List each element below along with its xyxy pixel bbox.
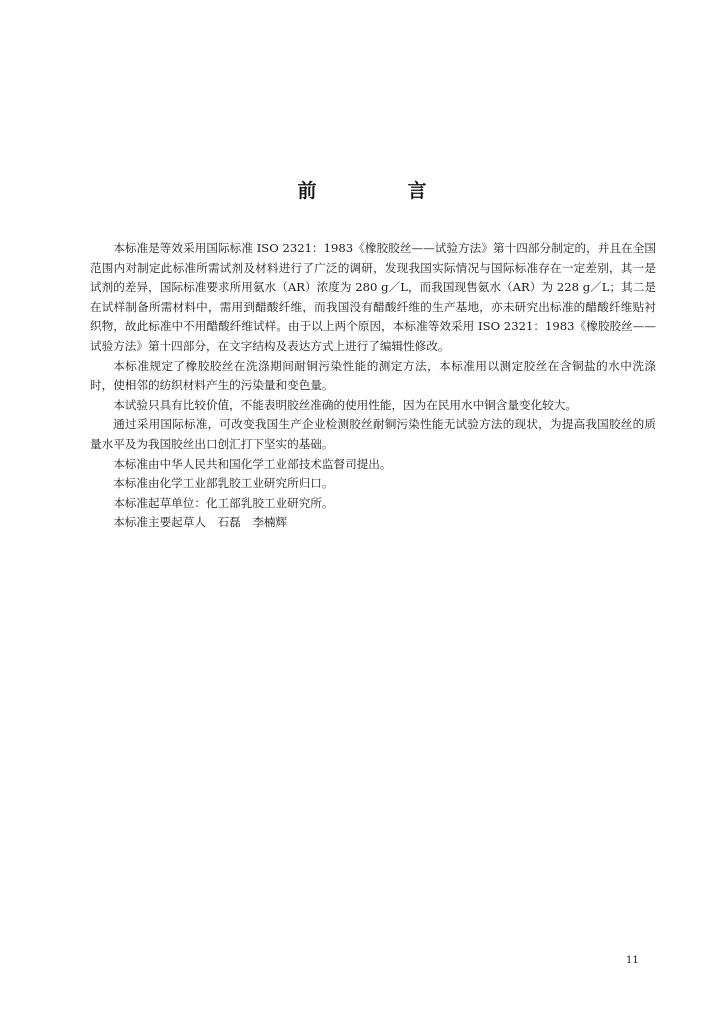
page-number: 11 [626, 955, 639, 966]
page-title: 前 言 [297, 180, 463, 202]
paragraph-adoption: 本标准是等效采用国际标准 ISO 2321：1983《橡胶胶丝——试验方法》第十四部分制定的，并且在全国范围内对制定此标准所需试剂及材料进行了广泛的调研，发现我国实际情况与国际标准存在一定差别，其一是试剂的差异，国际标准要求所用氨水（AR）浓度为 280 g／L，而我国现售氨水（AR）为 228 g／L；其二是在试样制备所需材料中，需用到醋酸纤维，而我国没有醋酸纤维的生产基地，亦未研究出标准的醋酸纤维贴衬织物，故此标准中不用醋酸纤维试样。由于以上两个原因，本标准等效采用 ISO 2321：1983《橡胶胶丝——试验方法》第十四部分，在文字结构及表达方式上进行了编辑性修改。 [90, 241, 656, 353]
paragraph-purpose: 通过采用国际标准，可改变我国生产企业检测胶丝耐铜污染性能无试验方法的现状，为提高我国胶丝的质量水平及为我国胶丝出口创汇打下坚实的基础。 [90, 417, 656, 451]
foreword-body [90, 239, 656, 533]
paragraph-proposer: 本标准由中华人民共和国化学工业部技术监督司提出。 [113, 456, 392, 471]
paragraph-comparative-value: 本试验只具有比较价值，不能表明胶丝准确的使用性能，因为在民用水中铜含量变化较大。 [113, 397, 577, 412]
paragraph-centralized-unit: 本标准由化学工业部乳胶工业研究所归口。 [113, 476, 334, 491]
paragraph-scope: 本标准规定了橡胶胶丝在洗涤期间耐铜污染性能的测定方法，本标准用以测定胶丝在含铜盐的水中洗涤时，使相邻的纺织材料产生的污染量和变色量。 [90, 358, 656, 393]
paragraph-drafters: 本标准主要起草人 石磊 李楠辉 [113, 515, 288, 530]
paragraph-drafting-unit: 本标准起草单位：化工部乳胶工业研究所。 [113, 495, 334, 510]
